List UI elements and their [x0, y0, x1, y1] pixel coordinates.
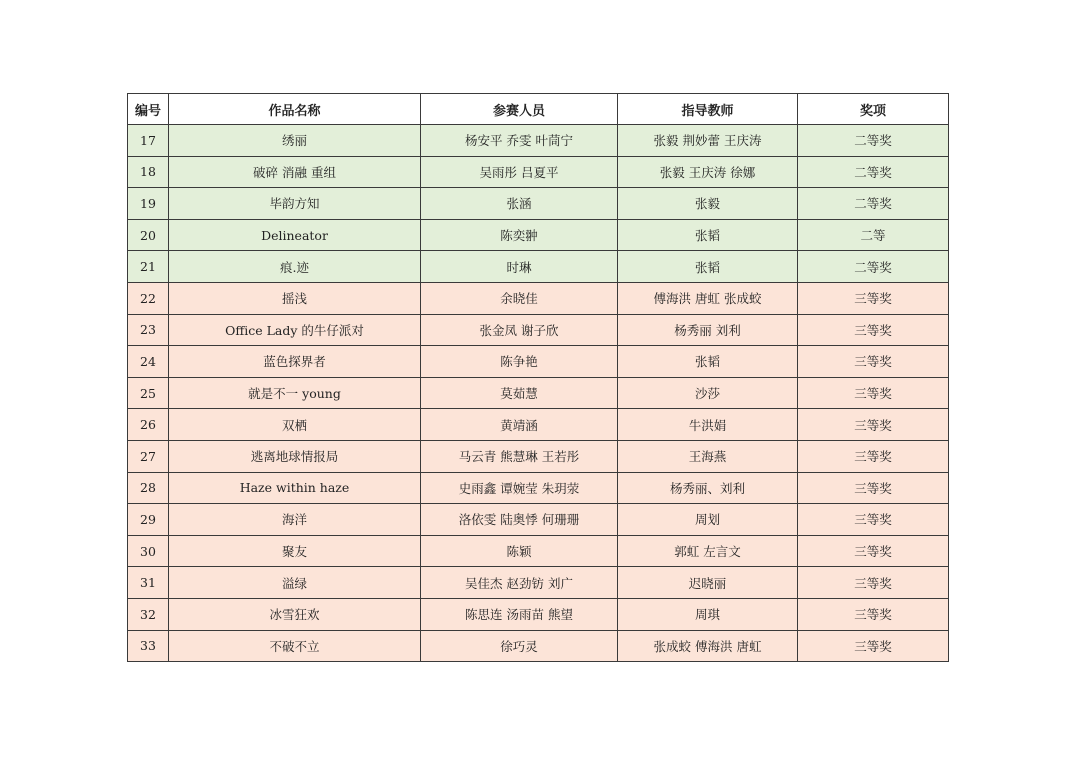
award-level-cell: 三等奖: [798, 598, 949, 630]
table-row: [128, 188, 949, 220]
work-title-cell: 摇浅: [169, 282, 421, 314]
row-number-cell: 30: [128, 535, 169, 567]
table-header-row: [128, 94, 949, 125]
table-row: [128, 598, 949, 630]
table-row: [128, 472, 949, 504]
row-number-cell: 31: [128, 567, 169, 599]
participants-cell: 张金凤 谢子欣: [421, 314, 618, 346]
participants-cell: 陈颖: [421, 535, 618, 567]
work-title-cell: 破碎 消融 重组: [169, 156, 421, 188]
advisor-cell: 迟晓丽: [618, 567, 798, 599]
advisor-cell: 张成蛟 傅海洪 唐虹: [618, 630, 798, 662]
advisor-cell: 周琪: [618, 598, 798, 630]
award-level-cell: 三等奖: [798, 377, 949, 409]
award-results-table: [127, 93, 949, 662]
work-title-cell: Haze within haze: [169, 472, 421, 504]
table-row: [128, 125, 949, 157]
participants-cell: 徐巧灵: [421, 630, 618, 662]
advisor-cell: 王海燕: [618, 440, 798, 472]
award-level-cell: 三等奖: [798, 472, 949, 504]
work-title-cell: 双栖: [169, 409, 421, 441]
row-number-cell: 26: [128, 409, 169, 441]
work-title-cell: 海洋: [169, 504, 421, 536]
participants-cell: 陈争艳: [421, 346, 618, 378]
work-title-cell: 痕.迹: [169, 251, 421, 283]
award-level-cell: 二等: [798, 219, 949, 251]
advisor-cell: 牛洪娟: [618, 409, 798, 441]
table-row: [128, 156, 949, 188]
header-no: 编号: [128, 94, 169, 125]
row-number-cell: 19: [128, 188, 169, 220]
participants-cell: 史雨鑫 谭婉莹 朱玥荥: [421, 472, 618, 504]
advisor-cell: 周划: [618, 504, 798, 536]
table-row: [128, 377, 949, 409]
row-number-cell: 18: [128, 156, 169, 188]
row-number-cell: 28: [128, 472, 169, 504]
participants-cell: 张涵: [421, 188, 618, 220]
table-row: [128, 282, 949, 314]
advisor-cell: 张毅: [618, 188, 798, 220]
header-teacher: 指导教师: [618, 94, 798, 125]
row-number-cell: 23: [128, 314, 169, 346]
advisor-cell: 杨秀丽、刘利: [618, 472, 798, 504]
advisor-cell: 张韬: [618, 251, 798, 283]
award-level-cell: 三等奖: [798, 282, 949, 314]
award-level-cell: 二等奖: [798, 188, 949, 220]
award-level-cell: 三等奖: [798, 567, 949, 599]
row-number-cell: 33: [128, 630, 169, 662]
row-number-cell: 22: [128, 282, 169, 314]
advisor-cell: 傅海洪 唐虹 张成蛟: [618, 282, 798, 314]
participants-cell: 黄靖涵: [421, 409, 618, 441]
award-level-cell: 三等奖: [798, 346, 949, 378]
header-award: 奖项: [798, 94, 949, 125]
award-level-cell: 三等奖: [798, 504, 949, 536]
table-row: [128, 219, 949, 251]
award-level-cell: 三等奖: [798, 409, 949, 441]
table-body: [128, 125, 949, 662]
row-number-cell: 32: [128, 598, 169, 630]
award-level-cell: 二等奖: [798, 251, 949, 283]
work-title-cell: 溢绿: [169, 567, 421, 599]
award-level-cell: 二等奖: [798, 156, 949, 188]
header-members: 参赛人员: [421, 94, 618, 125]
table-row: [128, 440, 949, 472]
award-level-cell: 三等奖: [798, 535, 949, 567]
award-level-cell: 三等奖: [798, 630, 949, 662]
advisor-cell: 沙莎: [618, 377, 798, 409]
work-title-cell: 不破不立: [169, 630, 421, 662]
row-number-cell: 24: [128, 346, 169, 378]
participants-cell: 陈奕翀: [421, 219, 618, 251]
work-title-cell: 冰雪狂欢: [169, 598, 421, 630]
participants-cell: 莫茹慧: [421, 377, 618, 409]
award-level-cell: 三等奖: [798, 314, 949, 346]
advisor-cell: 张毅 王庆涛 徐娜: [618, 156, 798, 188]
row-number-cell: 17: [128, 125, 169, 157]
advisor-cell: 张韬: [618, 346, 798, 378]
table-row: [128, 251, 949, 283]
participants-cell: 洛依雯 陆奥悸 何珊珊: [421, 504, 618, 536]
work-title-cell: 逃离地球情报局: [169, 440, 421, 472]
row-number-cell: 25: [128, 377, 169, 409]
table-row: [128, 346, 949, 378]
advisor-cell: 郭虹 左言文: [618, 535, 798, 567]
row-number-cell: 29: [128, 504, 169, 536]
participants-cell: 杨安平 乔雯 叶茼宁: [421, 125, 618, 157]
row-number-cell: 27: [128, 440, 169, 472]
participants-cell: 马云青 熊慧琳 王若彤: [421, 440, 618, 472]
participants-cell: 余晓佳: [421, 282, 618, 314]
participants-cell: 吴雨彤 吕夏平: [421, 156, 618, 188]
advisor-cell: 张韬: [618, 219, 798, 251]
participants-cell: 吴佳杰 赵劲钫 刘广: [421, 567, 618, 599]
header-title: 作品名称: [169, 94, 421, 125]
advisor-cell: 张毅 荆妙蕾 王庆涛: [618, 125, 798, 157]
table-row: [128, 535, 949, 567]
table-row: [128, 567, 949, 599]
participants-cell: 陈思连 汤雨苗 熊望: [421, 598, 618, 630]
award-level-cell: 二等奖: [798, 125, 949, 157]
table-row: [128, 409, 949, 441]
table-row: [128, 504, 949, 536]
work-title-cell: 蓝色探界者: [169, 346, 421, 378]
work-title-cell: Delineator: [169, 219, 421, 251]
work-title-cell: 毕韵方知: [169, 188, 421, 220]
row-number-cell: 21: [128, 251, 169, 283]
work-title-cell: 绣丽: [169, 125, 421, 157]
work-title-cell: 聚友: [169, 535, 421, 567]
table-row: [128, 314, 949, 346]
participants-cell: 时琳: [421, 251, 618, 283]
row-number-cell: 20: [128, 219, 169, 251]
table-row: [128, 630, 949, 662]
award-level-cell: 三等奖: [798, 440, 949, 472]
work-title-cell: 就是不一 young: [169, 377, 421, 409]
advisor-cell: 杨秀丽 刘利: [618, 314, 798, 346]
work-title-cell: Office Lady 的牛仔派对: [169, 314, 421, 346]
